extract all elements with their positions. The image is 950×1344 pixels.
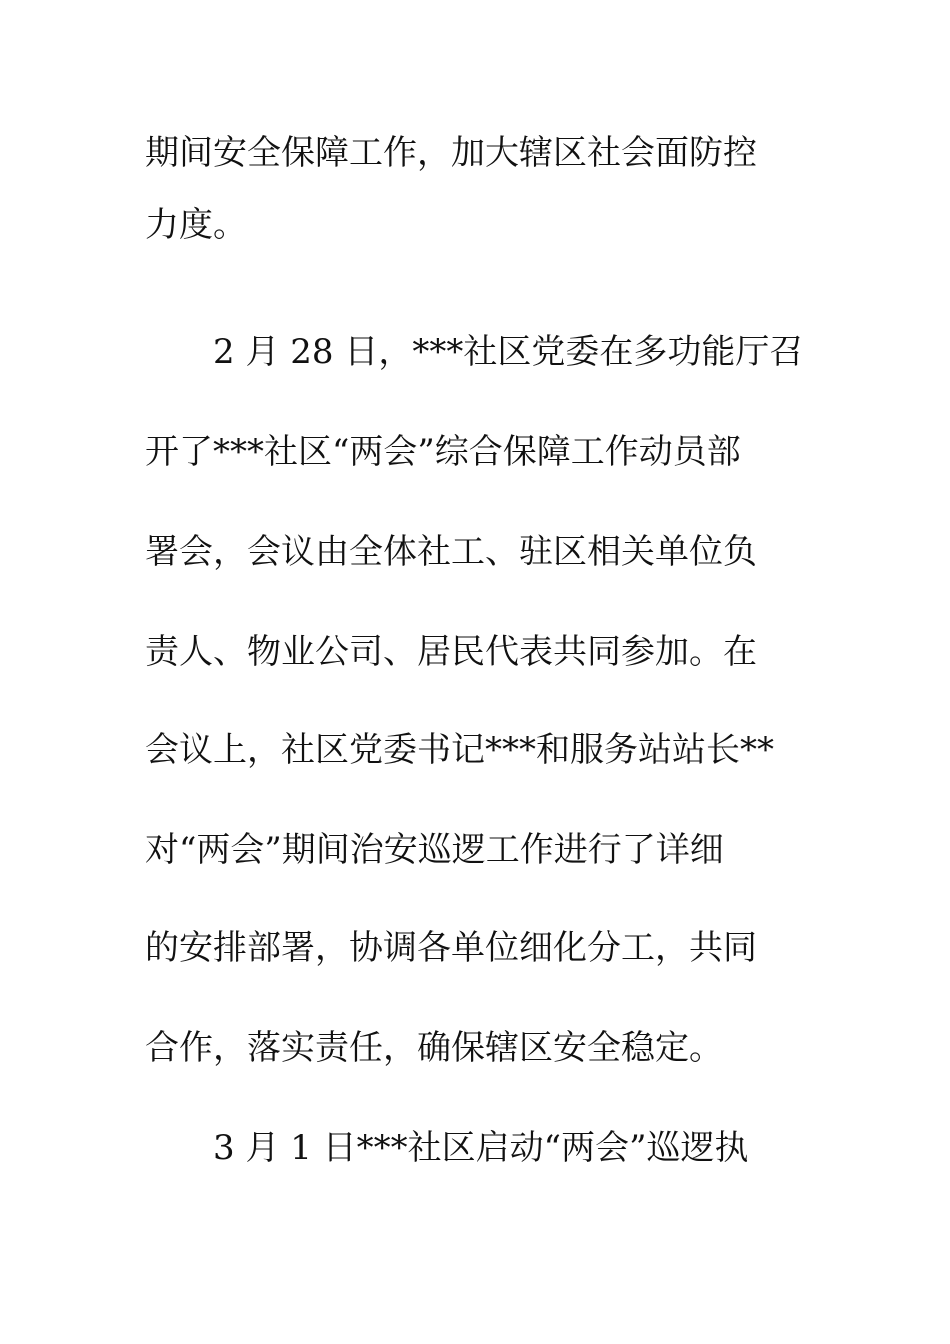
text-line: 对“两会”期间治安巡逻工作进行了详细 bbox=[145, 830, 724, 870]
paragraph-start-line: 2 月 28 日，***社区党委在多功能厅召 bbox=[213, 332, 804, 372]
text-line: 署会，会议由全体社工、驻区相关单位负 bbox=[145, 532, 757, 572]
text-line: 会议上，社区党委书记***和服务站站长** bbox=[145, 730, 774, 770]
text-line: 期间安全保障工作，加大辖区社会面防控 bbox=[145, 133, 757, 173]
text-line: 合作，落实责任，确保辖区安全稳定。 bbox=[145, 1028, 723, 1068]
text-line: 力度。 bbox=[145, 205, 247, 245]
text-line: 责人、物业公司、居民代表共同参加。在 bbox=[145, 632, 757, 672]
paragraph-start-line: 3 月 1 日***社区启动“两会”巡逻执 bbox=[213, 1128, 749, 1168]
text-line: 开了***社区“两会”综合保障工作动员部 bbox=[145, 432, 741, 472]
text-line: 的安排部署，协调各单位细化分工，共同 bbox=[145, 928, 757, 968]
